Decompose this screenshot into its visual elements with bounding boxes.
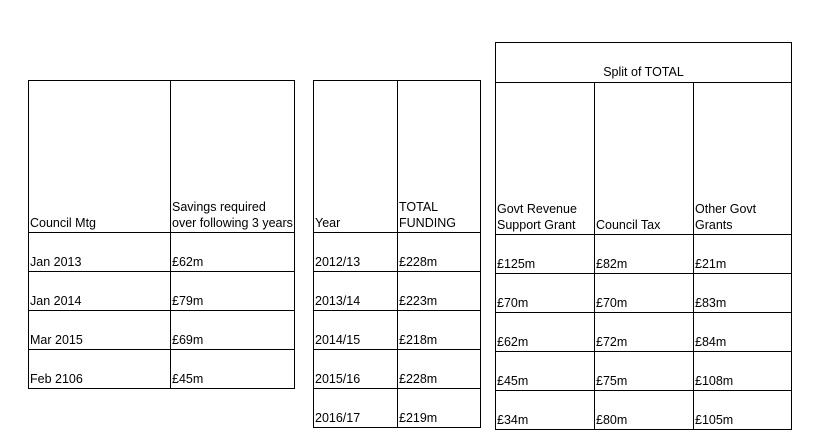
table-cell: £125m [496,235,595,274]
table-cell: £62m [496,313,595,352]
table-row [496,235,792,274]
savings-table [28,80,295,389]
table-cell: £45m [496,352,595,391]
table-cell: 2016/17 [314,389,398,428]
table-cell: £80m [595,391,694,430]
table-cell: £72m [595,313,694,352]
column-header-council-tax: Council Tax [595,83,694,235]
table-cell: 2013/14 [314,272,398,311]
table-cell: Mar 2015 [29,311,171,350]
table-cell: £82m [595,235,694,274]
table-cell: Feb 2106 [29,350,171,389]
table-cell: £108m [694,352,792,391]
table-cell: £70m [595,274,694,313]
table-header-row [314,81,481,233]
column-header-savings: Savings required over following 3 years [171,81,295,233]
table-header-row [29,81,295,233]
table-row [29,272,295,311]
table-row [29,350,295,389]
table-group-header-row [496,43,792,83]
table-row [496,274,792,313]
table-row [496,352,792,391]
table-row [29,233,295,272]
table-row [314,233,481,272]
table-cell: £45m [171,350,295,389]
table-cell: 2014/15 [314,311,398,350]
table-cell: £218m [398,311,481,350]
table-cell: £105m [694,391,792,430]
split-of-total-header: Split of TOTAL [496,43,792,83]
table-cell: £62m [171,233,295,272]
table-cell: £83m [694,274,792,313]
table-cell: £84m [694,313,792,352]
table-cell: £21m [694,235,792,274]
table-cell: Jan 2013 [29,233,171,272]
table-cell: £79m [171,272,295,311]
table-row [314,311,481,350]
column-header-total-funding: TOTAL FUNDING [398,81,481,233]
split-table [495,42,792,430]
table-cell: 2015/16 [314,350,398,389]
table-cell: £70m [496,274,595,313]
table-row [496,391,792,430]
column-header-other-govt-grants: Other Govt Grants [694,83,792,235]
table-cell: £219m [398,389,481,428]
table-cell: 2012/13 [314,233,398,272]
column-header-revenue-support-grant: Govt Revenue Support Grant [496,83,595,235]
table-header-row [496,83,792,235]
table-cell: Jan 2014 [29,272,171,311]
table-row [314,350,481,389]
table-cell: £69m [171,311,295,350]
table-row [29,311,295,350]
table-cell: £34m [496,391,595,430]
column-header-council-mtg: Council Mtg [29,81,171,233]
table-cell: £228m [398,350,481,389]
table-row [314,272,481,311]
table-row [496,313,792,352]
funding-table [313,80,481,428]
table-cell: £228m [398,233,481,272]
column-header-year: Year [314,81,398,233]
table-cell: £75m [595,352,694,391]
table-cell: £223m [398,272,481,311]
table-row [314,389,481,428]
